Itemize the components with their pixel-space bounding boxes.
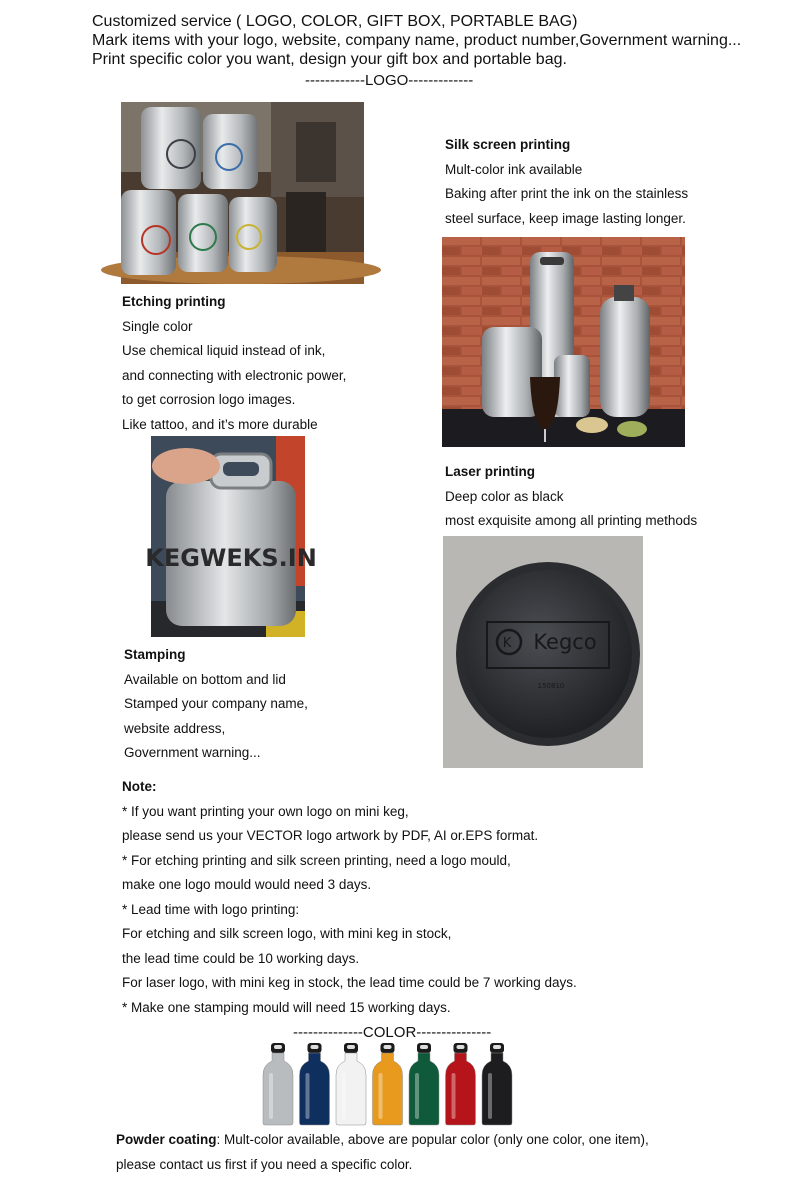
laser-photo xyxy=(443,536,643,768)
laser-line: Deep color as black xyxy=(445,488,564,504)
stamping-keg-image xyxy=(145,436,317,637)
intro-line-2: Mark items with your logo, website, company name, product number,Government warning... xyxy=(92,32,742,49)
note-line: For laser logo, with mini keg in stock, the lead time could be 7 working days. xyxy=(122,975,577,990)
bottle xyxy=(263,1043,293,1125)
laser-section xyxy=(445,460,697,534)
silk-line: steel surface, keep image lasting longer. xyxy=(445,210,686,226)
logo-divider: ------------LOGO------------- xyxy=(305,72,474,89)
etching-line: Use chemical liquid instead of ink, xyxy=(122,343,326,358)
bottles-image xyxy=(258,1043,538,1127)
silk-line: Mult-color ink available xyxy=(445,161,583,177)
bottle xyxy=(373,1043,403,1125)
etching-kegs-image xyxy=(121,102,364,284)
note-line: please send us your VECTOR logo artwork by PDF, AI or.EPS format. xyxy=(122,828,539,843)
laser-lid-image xyxy=(443,536,643,768)
note-line: * Make one stamping mould will need 15 working days. xyxy=(122,999,451,1015)
lid-brand-text: Kegco xyxy=(533,630,597,654)
bottle xyxy=(300,1043,330,1125)
stamping-line: Available on bottom and lid xyxy=(124,671,286,687)
powder-section xyxy=(116,1128,649,1177)
keg-stamp-text: KEGWEKS.IN xyxy=(145,544,317,572)
note-line: For etching and silk screen logo, with mini keg in stock, xyxy=(122,926,452,941)
silk-line: Baking after print the ink on the stainless xyxy=(445,186,689,201)
laser-line: most exquisite among all printing methods xyxy=(445,513,698,528)
powder-line-2: please contact us first if you need a specific color. xyxy=(116,1156,413,1172)
intro-line-1: Customized service ( LOGO, COLOR, GIFT BOX, PORTABLE BAG) xyxy=(92,13,578,30)
powder-line-1 xyxy=(116,1128,649,1153)
stamping-title: Stamping xyxy=(124,647,186,662)
stamping-line: website address, xyxy=(124,720,226,736)
bottle xyxy=(409,1043,439,1125)
stamping-line: Government warning... xyxy=(124,745,261,760)
svg-text:K: K xyxy=(502,636,512,651)
etching-title: Etching printing xyxy=(122,294,226,309)
note-line: * Lead time with logo printing: xyxy=(122,901,300,917)
silk-section xyxy=(445,133,688,231)
etching-line: and connecting with electronic power, xyxy=(122,367,347,383)
etching-line: Like tattoo, and it’s more durable xyxy=(122,416,318,432)
etching-section xyxy=(122,290,346,437)
note-line: * If you want printing your own logo on mini keg, xyxy=(122,803,409,819)
note-title: Note: xyxy=(122,779,157,794)
powder-label: Powder coating xyxy=(116,1132,217,1147)
stamping-line: Stamped your company name, xyxy=(124,696,308,711)
color-bottles xyxy=(258,1043,538,1127)
stamping-photo xyxy=(145,436,317,637)
note-line: make one logo mould would need 3 days. xyxy=(122,877,372,892)
bottle xyxy=(446,1043,476,1125)
etching-line: Single color xyxy=(122,318,193,334)
bottle xyxy=(336,1043,366,1125)
note-section xyxy=(122,775,577,1020)
intro-line-3: Print specific color you want, design your gift box and portable bag. xyxy=(92,51,567,68)
silk-kegs-image xyxy=(442,237,685,447)
color-divider: --------------COLOR--------------- xyxy=(293,1024,492,1041)
powder-text: : Mult-color available, above are popular color (only one color, one item), xyxy=(216,1132,649,1147)
note-line: * For etching printing and silk screen printing, need a logo mould, xyxy=(122,852,511,868)
etching-line: to get corrosion logo images. xyxy=(122,392,296,407)
stamping-section xyxy=(124,643,308,766)
laser-title: Laser printing xyxy=(445,464,536,479)
bottle xyxy=(482,1043,512,1125)
intro-text xyxy=(92,12,741,69)
lid-code-text: 150810 xyxy=(537,682,565,690)
silk-photo xyxy=(442,237,685,447)
silk-title: Silk screen printing xyxy=(445,137,571,152)
etching-photo xyxy=(121,102,364,284)
note-line: the lead time could be 10 working days. xyxy=(122,950,360,966)
